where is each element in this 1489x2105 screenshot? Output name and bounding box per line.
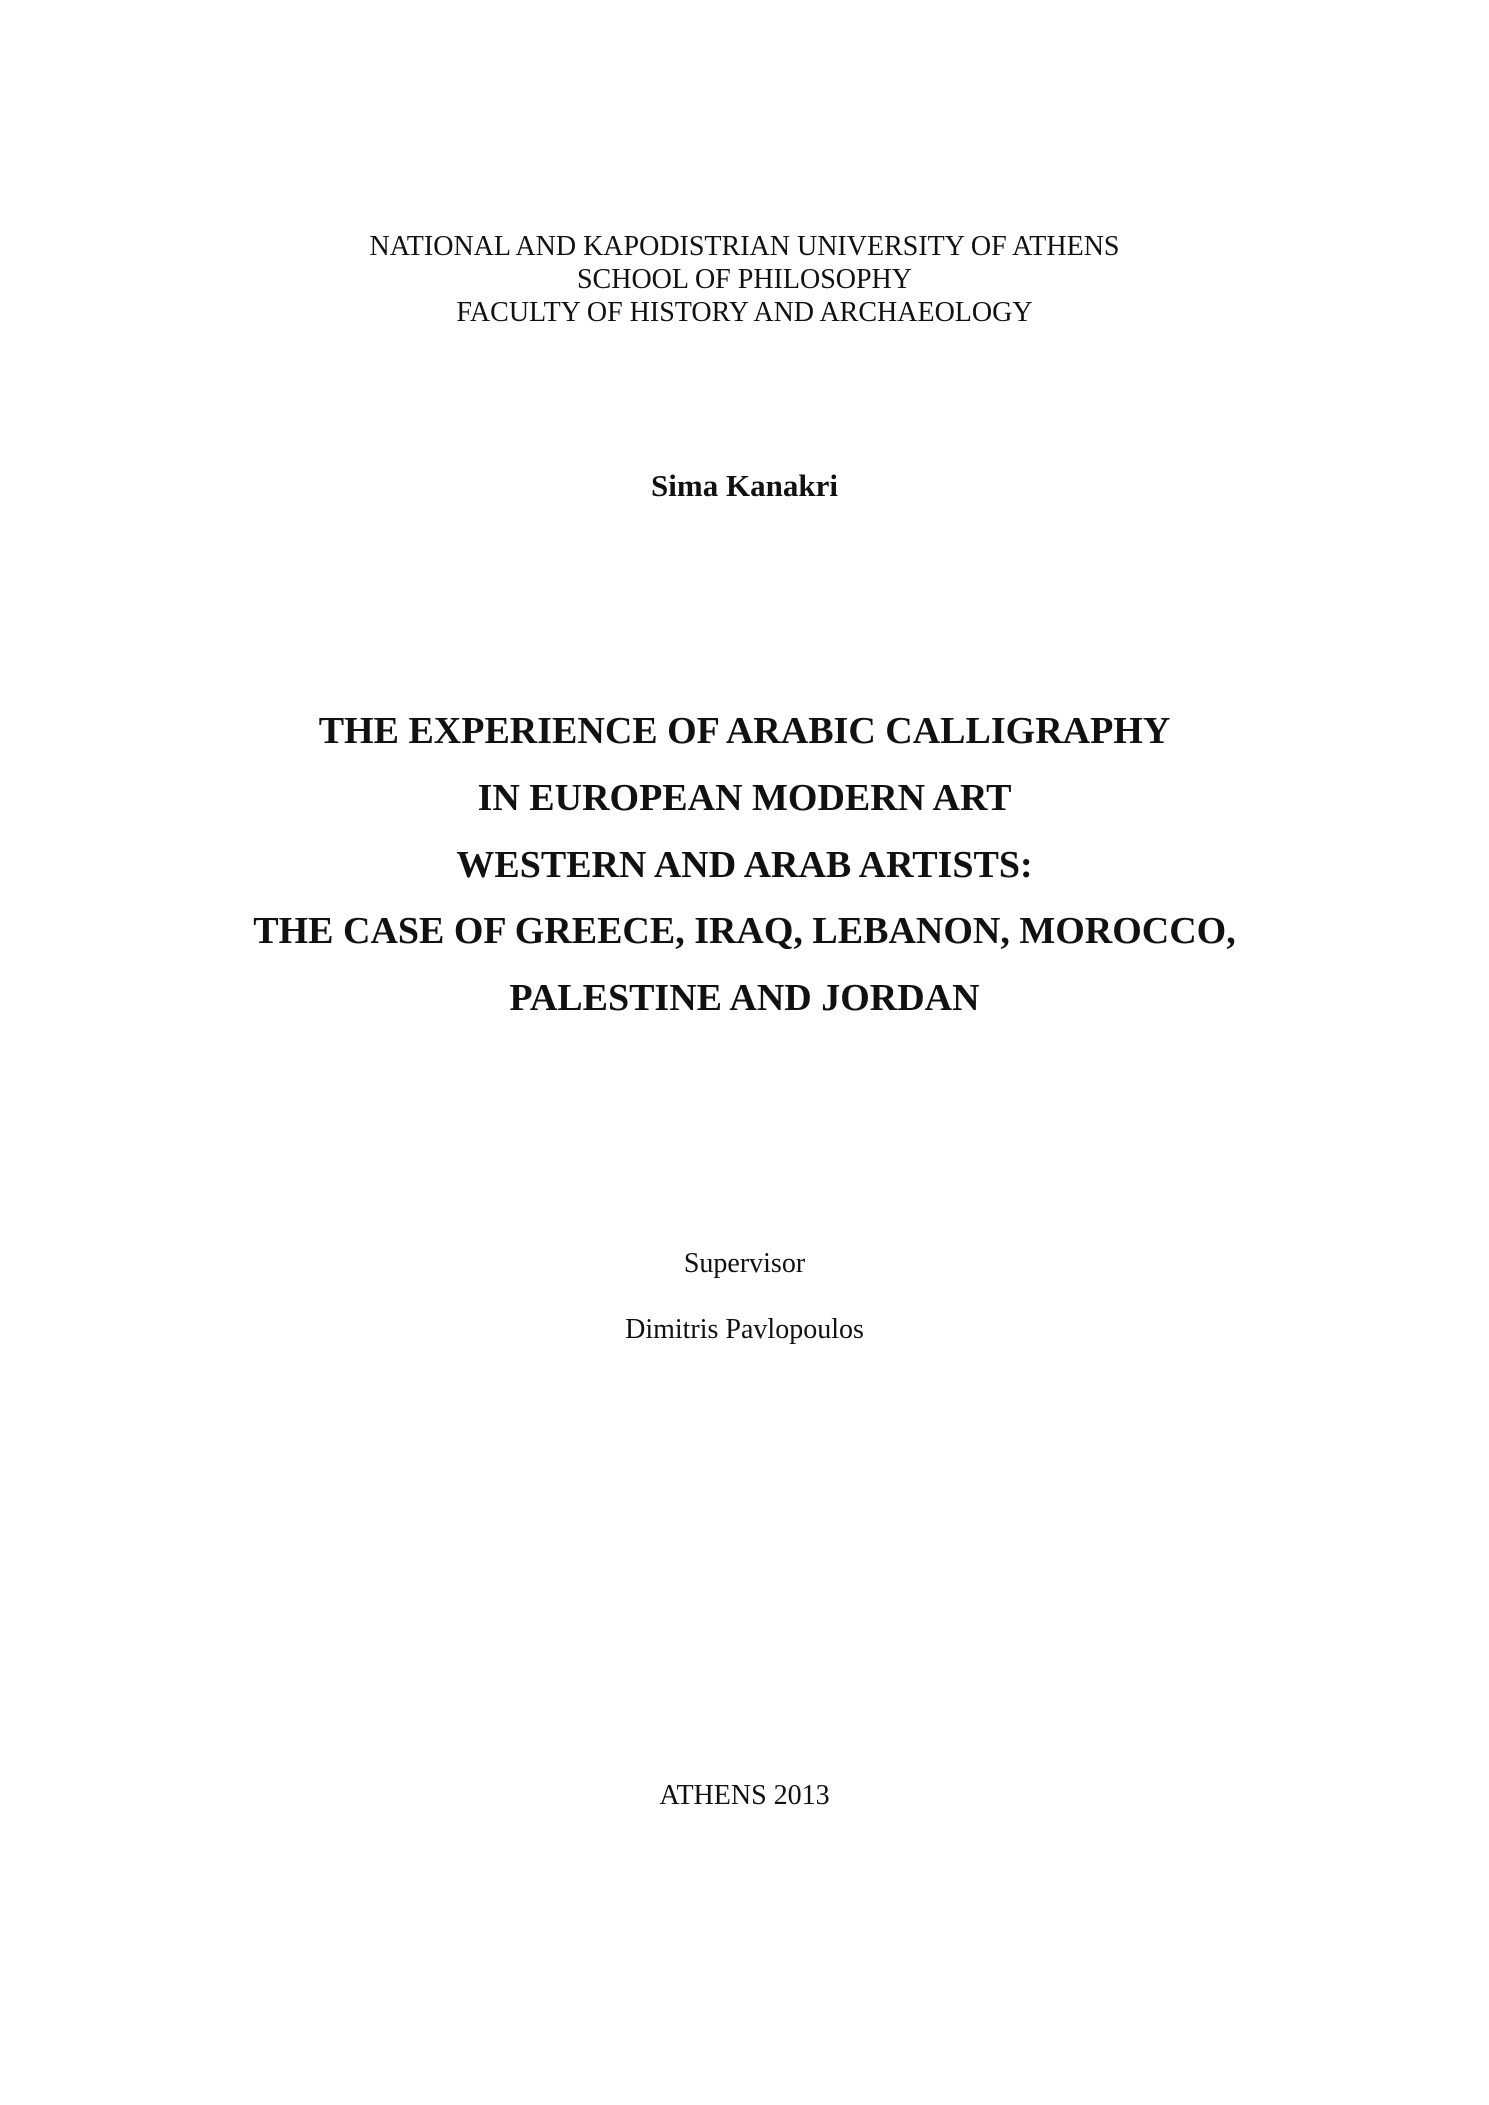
school-name: SCHOOL OF PHILOSOPHY	[576, 264, 912, 295]
place-and-year: ATHENS 2013	[659, 1780, 830, 1811]
university-name: NATIONAL AND KAPODISTRIAN UNIVERSITY OF ATHENS	[369, 231, 1120, 262]
thesis-title-line-5: PALESTINE AND JORDAN	[509, 977, 980, 1019]
supervisor-label: Supervisor	[683, 1248, 806, 1279]
thesis-title-line-1: THE EXPERIENCE OF ARABIC CALLIGRAPHY	[318, 710, 1171, 752]
faculty-name: FACULTY OF HISTORY AND ARCHAEOLOGY	[456, 297, 1033, 328]
thesis-title-line-3: WESTERN AND ARAB ARTISTS:	[456, 844, 1033, 886]
thesis-title-line-4: THE CASE OF GREECE, IRAQ, LEBANON, MOROCCO,	[253, 910, 1236, 952]
supervisor-name: Dimitris Pavlopoulos	[625, 1314, 864, 1345]
author-name: Sima Kanakri	[651, 468, 838, 503]
thesis-title-line-2: IN EUROPEAN MODERN ART	[477, 777, 1012, 819]
